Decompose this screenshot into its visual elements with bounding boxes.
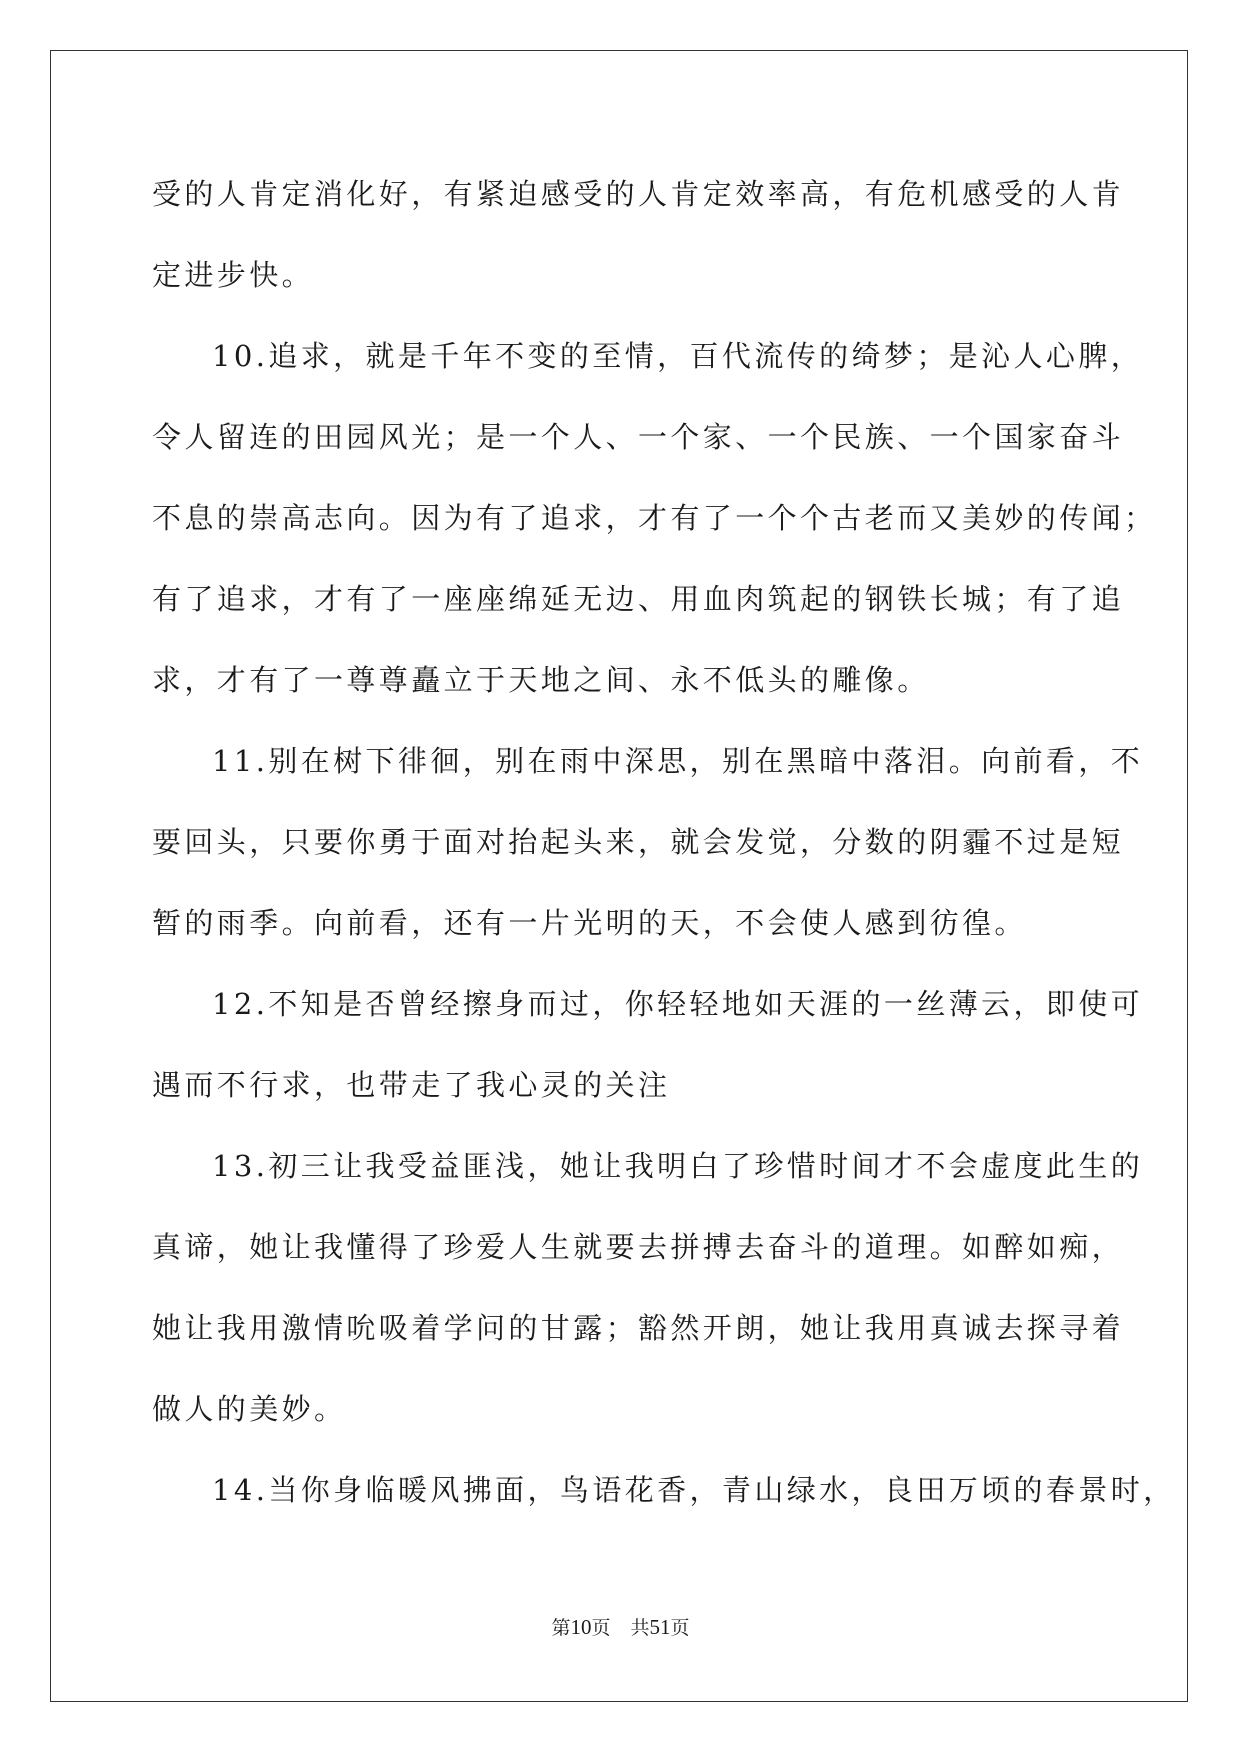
text-line: 有了追求，才有了一座座绵延无边、用血肉筑起的钢铁长城；有了追 xyxy=(152,582,1125,616)
text-line: 暂的雨季。向前看，还有一片光明的天，不会使人感到彷徨。 xyxy=(152,906,1027,940)
paragraph-14-start: 14.当你身临暖风拂面，鸟语花香，青山绿水，良田万顷的春景时， xyxy=(212,1473,1176,1507)
page-number-total: 51 xyxy=(649,1615,671,1639)
page-suffix: 页 xyxy=(591,1617,611,1639)
paragraph-10-start: 10.追求，就是千年不变的至情，百代流传的绮梦；是沁人心脾， xyxy=(212,339,1144,373)
page-footer xyxy=(0,1615,1241,1640)
text-line: 要回头，只要你勇于面对抬起头来，就会发觉，分数的阴霾不过是短 xyxy=(152,825,1125,859)
paragraph-12-start: 12.不知是否曾经擦身而过，你轻轻地如天涯的一丝薄云，即使可 xyxy=(212,987,1144,1021)
text-line: 遇而不行求，也带走了我心灵的关注 xyxy=(152,1068,671,1102)
text-line: 定进步快。 xyxy=(152,258,315,292)
total-prefix: 共 xyxy=(630,1617,650,1639)
text-line: 不息的崇高志向。因为有了追求，才有了一个个古老而又美妙的传闻； xyxy=(152,501,1157,535)
text-line: 求，才有了一尊尊矗立于天地之间、永不低头的雕像。 xyxy=(152,663,930,697)
text-line: 真谛，她让我懂得了珍爱人生就要去拼搏去奋斗的道理。如醉如痴， xyxy=(152,1230,1125,1264)
paragraph-13-start: 13.初三让我受益匪浅，她让我明白了珍惜时间才不会虚度此生的 xyxy=(212,1149,1144,1183)
document-body xyxy=(152,154,1176,1531)
paragraph-11-start: 11.别在树下徘徊，别在雨中深思，别在黑暗中落泪。向前看，不 xyxy=(212,744,1144,778)
text-line: 她让我用激情吮吸着学问的甘露；豁然开朗，她让我用真诚去探寻着 xyxy=(152,1311,1125,1345)
text-line: 做人的美妙。 xyxy=(152,1392,347,1426)
page-number-current: 10 xyxy=(570,1615,592,1639)
page-prefix: 第 xyxy=(551,1617,571,1639)
text-line: 受的人肯定消化好，有紧迫感受的人肯定效率高，有危机感受的人肯 xyxy=(152,177,1125,211)
text-line: 令人留连的田园风光；是一个人、一个家、一个民族、一个国家奋斗 xyxy=(152,420,1125,454)
total-suffix: 页 xyxy=(670,1617,690,1639)
